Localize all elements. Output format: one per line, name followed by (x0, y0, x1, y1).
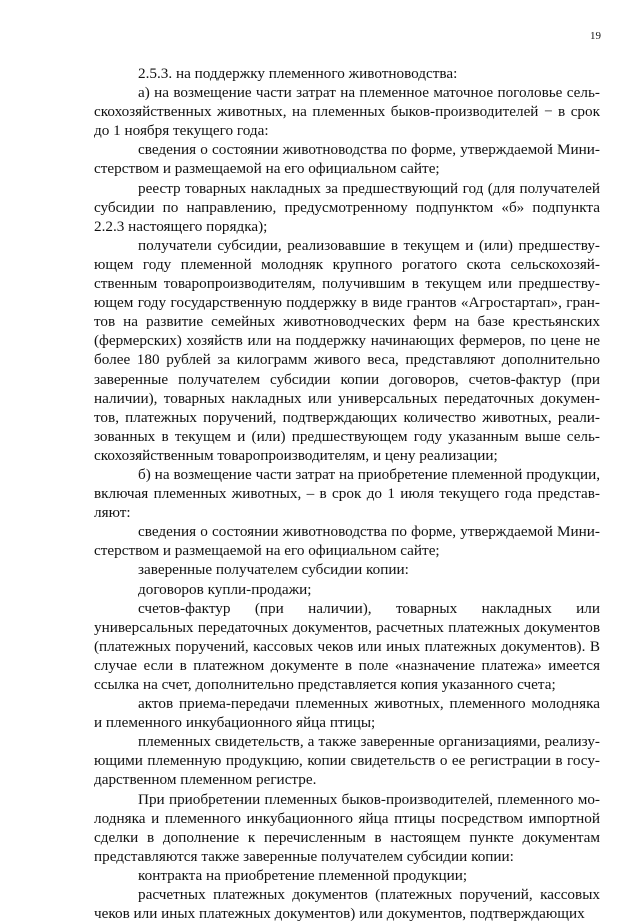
paragraph: При приобретении племенных быков-производителей, племенного мо-лодняка и племенного инкубационного яйца птицы посредством импортной сделки в дополнение к перечисленным в настоящем пункте документам представляются также заверенные получателем субсидии копии: (94, 790, 600, 865)
paragraph: получатели субсидии, реализовавшие в текущем и (или) предшеству-ющем году племенной молодняк крупного рогатого скота сельскохозяй-ственным товаропроизводителям, получившим в текущем или предшеству-ющем году государственную поддержку в виде грантов «Агростартап», гран-тов на развитие семейных животноводческих ферм на базе крестьянских (фермерских) хозяйств или на поддержку начинающих фермеров, по цене не более 180 рублей за килограмм живого веса, представляют дополнительно заверенные получателем субсидии копии договоров, счетов-фактур (при наличии), товарных накладных или универсальных передаточных докумен-тов, платежных поручений, подтверждающих количество животных, реали-зованных в текущем и (или) предшествующем году указанным выше сель-скохозяйственным товаропроизводителям, и цену реализации; (94, 236, 600, 464)
paragraph: сведения о состоянии животноводства по форме, утверждаемой Мини-стерством и размещаемой на его официальном сайте; (94, 141, 600, 178)
paragraph: заверенные получателем субсидии копии: (138, 561, 409, 579)
paragraph: расчетных платежных документов (платежных поручений, кассовых чеков или иных платежных документов) или документов, подтверждающих (94, 886, 600, 923)
paragraph: а) на возмещение части затрат на племенное маточное поголовье сель-скохозяйственных животных, на племенных быков-производителей − в срок до 1 ноября текущего года: (94, 84, 600, 140)
paragraph: сведения о состоянии животноводства по форме, утверждаемой Мини-стерством и размещаемой на его официальном сайте; (94, 523, 600, 560)
paragraph: б) на возмещение части затрат на приобретение племенной продукции, включая племенных животных, – в срок до 1 июля текущего года представ-ляют: (94, 465, 600, 522)
paragraph: счетов-фактур (при наличии), товарных накладных или универсальных передаточных документов, расчетных платежных документов (платежных поручений, кассовых чеков или иных платежных документов). В случае если в платежном документе в поле «назначение платежа» имеется ссылка на счет, дополнительно представляется копия указанного счета; (94, 599, 600, 693)
document-body (94, 64, 600, 923)
paragraph: реестр товарных накладных за предшествующий год (для получателей субсидии по направлению, предусмотренному подпунктом «б» подпункта 2.2.3 настоящего порядка); (94, 179, 600, 235)
section-heading: 2.5.3. на поддержку племенного животноводства: (138, 65, 458, 82)
paragraph: племенных свидетельств, а также заверенные организациями, реализу-ющими племенную продукцию, копии свидетельств о ее регистрации в госу-дарственном племенном регистре. (94, 733, 600, 789)
paragraph: актов приема-передачи племенных животных, племенного молодняка и племенного инкубационного яйца птицы; (94, 695, 600, 732)
paragraph: договоров купли-продажи; (138, 580, 312, 598)
paragraph: контракта на приобретение племенной продукции; (138, 866, 468, 884)
page-number: 19 (590, 30, 601, 42)
